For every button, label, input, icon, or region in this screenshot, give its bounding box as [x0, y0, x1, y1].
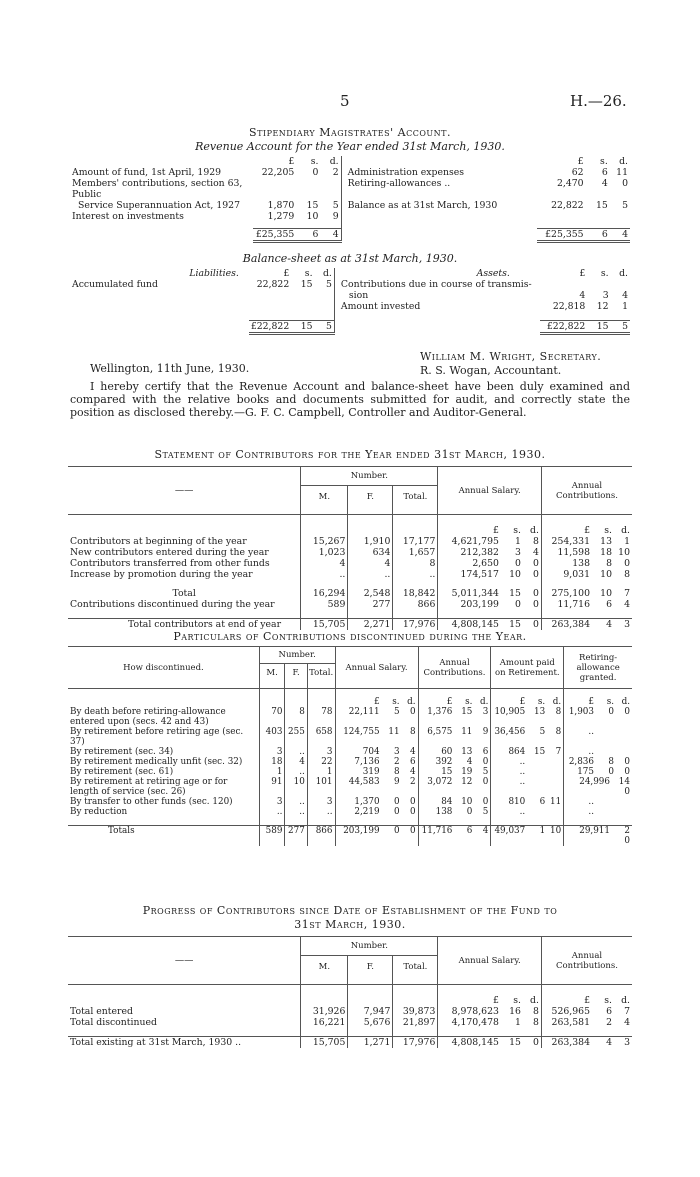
- money-cell: ..: [588, 727, 594, 737]
- audit-certificate: I hereby certify that the Revenue Account and balance-sheet have been duly examined and compared with the relative books and documents submitted for audit, and correctly state the position as disclosed thereby.—G. F. C. Campbell, Controller and Auditor-General.: [70, 380, 630, 419]
- table-cell: 22: [307, 757, 335, 767]
- row-label: New contributors entered during the year: [68, 547, 301, 558]
- table-row: [68, 1017, 632, 1028]
- money-cell: 203,199 0 0: [438, 599, 542, 610]
- unit-header: £ s. d.: [335, 697, 418, 707]
- money-cell: ..: [588, 747, 594, 757]
- table-cell: 17,177: [393, 536, 438, 547]
- table-cell: 255: [285, 727, 307, 747]
- table-cell: 3: [307, 747, 335, 757]
- money-cell: ..: [491, 807, 564, 817]
- row-label: Total contributors at end of year: [68, 618, 301, 630]
- money-cell: ..: [491, 757, 564, 767]
- row-label: Totals: [68, 825, 259, 846]
- table-cell: 2,548: [348, 588, 393, 599]
- table-cell: 7,947: [348, 1006, 393, 1017]
- money-cell: 2,219 0 0: [335, 807, 418, 817]
- money-cell: 24,996 140: [579, 777, 630, 797]
- progress-title-line1: Progress of Contributors since Date of Establishment of the Fund to: [142, 904, 558, 917]
- table-cell: ..: [348, 569, 393, 580]
- table-cell: 70: [259, 707, 285, 727]
- money-cell: 5,011,344 15 0: [438, 588, 542, 599]
- table-cell: 16,221: [301, 1017, 348, 1028]
- revenue-account-title: Revenue Account for the Year ended 31st March, 1930.: [195, 140, 505, 153]
- place-date: Wellington, 11th June, 1930.: [90, 362, 250, 375]
- unit-header: £ s. d.: [588, 697, 630, 707]
- money-cell: 4,621,795 1 8: [438, 536, 542, 547]
- table-cell: 39,873: [393, 1006, 438, 1017]
- table-cell: 91: [259, 777, 285, 797]
- table-row: [68, 547, 632, 558]
- table-cell: 5,676: [348, 1017, 393, 1028]
- page-reference: H.—26.: [570, 92, 627, 110]
- money-cell: 810 6 11: [491, 797, 564, 807]
- table-cell: 1: [307, 767, 335, 777]
- table-cell: 866: [393, 599, 438, 610]
- table-row: [68, 807, 632, 817]
- table-row: [68, 1006, 632, 1017]
- table-cell: 1,271: [348, 1036, 393, 1048]
- table-cell: ..: [393, 569, 438, 580]
- table-cell: 10: [285, 777, 307, 797]
- money-cell: 29,911 20: [579, 825, 630, 846]
- table-cell: 658: [307, 727, 335, 747]
- table-cell: 78: [307, 707, 335, 727]
- money-cell: 22,111 5 0: [335, 707, 418, 727]
- money-cell: 263,384 4 3: [551, 618, 630, 630]
- money-cell: 3,072 12 0: [418, 777, 491, 797]
- table-cell: 589: [301, 599, 348, 610]
- money-cell: 526,965 6 7: [551, 1006, 630, 1017]
- table-cell: ..: [301, 569, 348, 580]
- table-cell: 1,910: [348, 536, 393, 547]
- money-cell: 254,331 13 1: [551, 536, 630, 547]
- table-row: [68, 618, 632, 630]
- money-cell: 6,575 11 9: [418, 727, 491, 747]
- table-row: [68, 825, 632, 846]
- table-cell: 4: [285, 757, 307, 767]
- table-row: [68, 757, 632, 767]
- table-row: sion 4 3 4: [70, 290, 630, 301]
- table-cell: ..: [259, 807, 285, 817]
- table-cell: 2,271: [348, 618, 393, 630]
- progress-table: —— Number. Annual Salary. Annual Contributions. M. F. Total. £ s. d. £ s. d. Total entered 31,926 7,947 39,873 8,978,623 16 8 526,965 6 7 Total discontinued 16,221 5,676 21,897 4,170,478 1 8 263,581 2 4 Total existing at 31st March, 1930 .. 15,705 1,271 17,976 4,808,145 15 0 263,384 4 3: [68, 936, 632, 1048]
- table-cell: 17,976: [393, 1036, 438, 1048]
- row-label: Total: [68, 588, 301, 599]
- row-label: By retirement at retiring age or for length of service (sec. 26): [68, 777, 259, 797]
- table-cell: 1,023: [301, 547, 348, 558]
- table-row: [68, 767, 632, 777]
- row-label: By retirement (sec. 34): [68, 747, 259, 757]
- particulars-title: Particulars of Contributions discontinued during the Year.: [173, 630, 527, 643]
- table-cell: 4: [301, 558, 348, 569]
- row-label: Contributions discontinued during the year: [68, 599, 301, 610]
- table-cell: 3: [259, 797, 285, 807]
- money-cell: 392 4 0: [418, 757, 491, 767]
- money-cell: 704 3 4: [335, 747, 418, 757]
- money-cell: 10,905 13 8: [491, 707, 564, 727]
- table-cell: ..: [285, 767, 307, 777]
- money-cell: 8,978,623 16 8: [438, 1006, 542, 1017]
- table-cell: 1,657: [393, 547, 438, 558]
- row-label: Total existing at 31st March, 1930 ..: [68, 1036, 301, 1048]
- row-label: By retirement medically unfit (sec. 32): [68, 757, 259, 767]
- table-row: Amount invested 22,818 12 1: [70, 301, 630, 312]
- money-cell: 2,836 8 0: [568, 757, 630, 767]
- table-cell: 18,842: [393, 588, 438, 599]
- account-totals: £25,355 6 4 £25,355 6 4: [70, 228, 630, 241]
- table-cell: 16,294: [301, 588, 348, 599]
- money-cell: 4,808,145 15 0: [438, 1036, 542, 1048]
- table-row: [68, 727, 632, 747]
- money-cell: 2,650 0 0: [438, 558, 542, 569]
- money-cell: 212,382 3 4: [438, 547, 542, 558]
- table-row: Accumulated fund 22,822 15 5 Contributions due in course of transmis-: [72, 279, 532, 290]
- row-label: Total discontinued: [68, 1017, 301, 1028]
- money-cell: 11,598 18 10: [557, 547, 630, 558]
- money-cell: 138 0 5: [418, 807, 491, 817]
- money-cell: 1,370 0 0: [335, 797, 418, 807]
- balance-sheet: Liabilities. £ s. d. Assets. £ s. d. Accumulated fund 22,822 15 5 Contributions due in course of transmis- sion 4 3 4 Amount invested 22,818 12 1 £22,822 15 5 £22,822 15 5: [72, 268, 628, 332]
- table-row: [68, 588, 632, 599]
- money-cell: 7,136 2 6: [335, 757, 418, 767]
- table-row: [68, 599, 632, 610]
- statement-title: Statement of Contributors for the Year ended 31st March, 1930.: [154, 448, 546, 461]
- row-label: By reduction: [68, 807, 259, 817]
- statement-table: —— Number. Annual Salary. Annual Contributions. M. F. Total. £ s. d. £ s. d. Contributors at beginning of the year 15,267 1,910 17,177 4,621,795 1 8 254,331 13 1 New contributors entered during the year 1,023 634 1,657 212,382 3 4 11,598 18 10 Contributors transferred from other funds 4 4 8 2,650 0 0 138 8 0 Increase by promotion during the year .. .. .. 174,517 10 0 9,031 10 8 Total 16,294 2,548 18,842 5,011,344 15 0 275,100 10 7 Contributions discontinued during the year 589 277 866 203,199 0 0 11,716 6 4 Total contributors at end of year 15,705 2,271 17,976 4,808,145 15 0 263,384 4 3: [68, 466, 632, 630]
- table-cell: 15,267: [301, 536, 348, 547]
- money-cell: 60 13 6: [418, 747, 491, 757]
- money-cell: 1,376 15 3: [418, 707, 491, 727]
- money-cell: 864 15 7: [491, 747, 564, 757]
- money-cell: 138 8 0: [572, 558, 630, 569]
- table-row: [68, 1036, 632, 1048]
- table-cell: 8: [393, 558, 438, 569]
- money-cell: 1,903 0 0: [568, 707, 630, 717]
- table-cell: ..: [285, 807, 307, 817]
- money-cell: 4,170,478 1 8: [438, 1017, 542, 1028]
- particulars-table: How discontinued. Number. Annual Salary. Annual Contributions. Amount paid on Retirement. Retiring-allowance granted. M. F. Total. £ s. d. £ s. d. £ s. d. £ s. d. By death before retiring-allowance entered upon (secs. 42 and 43) 70 8 78 22,111 5 0 1,376 15 3 10,905 13 8 1,903 0 0 By retirement before retiring age (sec. 37) 403 255 658 124,755 11 8 6,575 11 9 36,456 5 8 .. By retirement (sec. 34) 3 .. 3 704 3 4 60 13 6 864 15 7 .. By retirement medically unfit (sec. 32) 18 4 22 7,136 2 6 392 4 0 .. 2,836 8 0 By retirement (sec. 61) 1 .. 1 319 8 4 15 19 5 .. 175 0 0 By retirement at retiring age or for length of service (sec. 26) 91 10 101 44,583 9 2 3,072 12 0 .. 24,996 140 By transfer to other funds (sec. 120) 3 .. 3 1,370 0 0 84 10 0 810 6 11 .. By reduction .. .. .. 2,219 0 0 138 0 5 .. .. Totals 589 277 866 203,199 0 0 11,716 6 4 49,037 1 10 29,911 20: [68, 646, 632, 846]
- row-label: By transfer to other funds (sec. 120): [68, 797, 259, 807]
- signature-secretary: William M. Wright, Secretary.: [420, 350, 602, 363]
- table-cell: 589: [259, 825, 285, 846]
- signature-accountant: R. S. Wogan, Accountant.: [420, 364, 562, 377]
- money-cell: ..: [588, 807, 594, 817]
- table-cell: 17,976: [393, 618, 438, 630]
- progress-title-line2: 31st March, 1930.: [294, 918, 406, 931]
- table-cell: 3: [259, 747, 285, 757]
- table-cell: 634: [348, 547, 393, 558]
- table-cell: 277: [348, 599, 393, 610]
- row-label: By death before retiring-allowance entered upon (secs. 42 and 43): [68, 707, 259, 727]
- table-row: [68, 797, 632, 807]
- table-cell: 101: [307, 777, 335, 797]
- table-cell: 277: [285, 825, 307, 846]
- money-cell: 203,199 0 0: [335, 825, 418, 846]
- table-row: [68, 536, 632, 547]
- money-cell: 44,583 9 2: [335, 777, 418, 797]
- money-cell: ..: [588, 797, 594, 807]
- row-label: Total entered: [68, 1006, 301, 1017]
- money-cell: 84 10 0: [418, 797, 491, 807]
- money-cell: 36,456 5 8: [491, 727, 564, 747]
- table-row: [68, 707, 632, 727]
- money-cell: 263,384 4 3: [551, 1036, 630, 1048]
- table-row: [68, 777, 632, 797]
- table-cell: ..: [285, 747, 307, 757]
- table-cell: 403: [259, 727, 285, 747]
- unit-header: £ s. d.: [491, 697, 564, 707]
- table-row: Members' contributions, section 63, Public Retiring-allowances .. 2,470 4 0: [72, 178, 628, 200]
- money-cell: 263,581 2 4: [551, 1017, 630, 1028]
- row-label: Increase by promotion during the year: [68, 569, 301, 580]
- money-cell: 15 19 5: [418, 767, 491, 777]
- row-label: Contributors at beginning of the year: [68, 536, 301, 547]
- money-cell: 4,808,145 15 0: [438, 618, 542, 630]
- money-cell: ..: [491, 767, 564, 777]
- revenue-account: £ s. d. £ s. d. Amount of fund, 1st April, 1929 22,205 0 2 Administration expenses 62 6 11 Members' contributions, section 63, Public Retiring-allowances .. 2,470 4 0 Service Superannuation Act, 1927 1,870 15 5 Balance as at 31st March, 1930 22,822 15 5 Interest on investments 1,279 10 9 £25,355 6 4 £25,355 6 4: [72, 156, 628, 240]
- table-row: [68, 569, 632, 580]
- money-cell: 124,755 11 8: [335, 727, 418, 747]
- money-cell: 11,716 6 4: [418, 825, 491, 846]
- money-cell: ..: [491, 777, 564, 797]
- table-cell: 866: [307, 825, 335, 846]
- money-cell: 175 0 0: [577, 767, 630, 777]
- table-cell: 15,705: [301, 1036, 348, 1048]
- money-cell: 319 8 4: [335, 767, 418, 777]
- table-cell: 15,705: [301, 618, 348, 630]
- row-label: By retirement (sec. 61): [68, 767, 259, 777]
- table-row: Service Superannuation Act, 1927 1,870 15 5 Balance as at 31st March, 1930 22,822 15 5: [78, 200, 628, 211]
- table-row: [68, 747, 632, 757]
- table-row: Interest on investments 1,279 10 9: [70, 211, 630, 222]
- row-label: By retirement before retiring age (sec. 37): [68, 727, 259, 747]
- money-cell: 275,100 10 7: [551, 588, 630, 599]
- balance-totals: £22,822 15 5 £22,822 15 5: [250, 320, 628, 332]
- table-cell: 18: [259, 757, 285, 767]
- table-row: [68, 558, 632, 569]
- balance-sheet-title: Balance-sheet as at 31st March, 1930.: [242, 252, 458, 265]
- row-label: Contributors transferred from other funds: [68, 558, 301, 569]
- table-cell: 21,897: [393, 1017, 438, 1028]
- money-cell: 49,037 1 10: [491, 825, 564, 846]
- table-cell: 1: [259, 767, 285, 777]
- table-cell: ..: [307, 807, 335, 817]
- table-cell: ..: [285, 797, 307, 807]
- table-cell: 4: [348, 558, 393, 569]
- table-cell: 3: [307, 797, 335, 807]
- table-row: Amount of fund, 1st April, 1929 22,205 0 2 Administration expenses 62 6 11: [72, 167, 628, 178]
- table-cell: 31,926: [301, 1006, 348, 1017]
- account-title: Stipendiary Magistrates' Account.: [249, 126, 451, 139]
- page-number: 5: [340, 92, 350, 110]
- unit-header: £ s. d.: [418, 697, 491, 707]
- money-cell: 9,031 10 8: [563, 569, 630, 580]
- money-cell: 174,517 10 0: [438, 569, 542, 580]
- money-cell: 11,716 6 4: [557, 599, 630, 610]
- table-cell: 8: [285, 707, 307, 727]
